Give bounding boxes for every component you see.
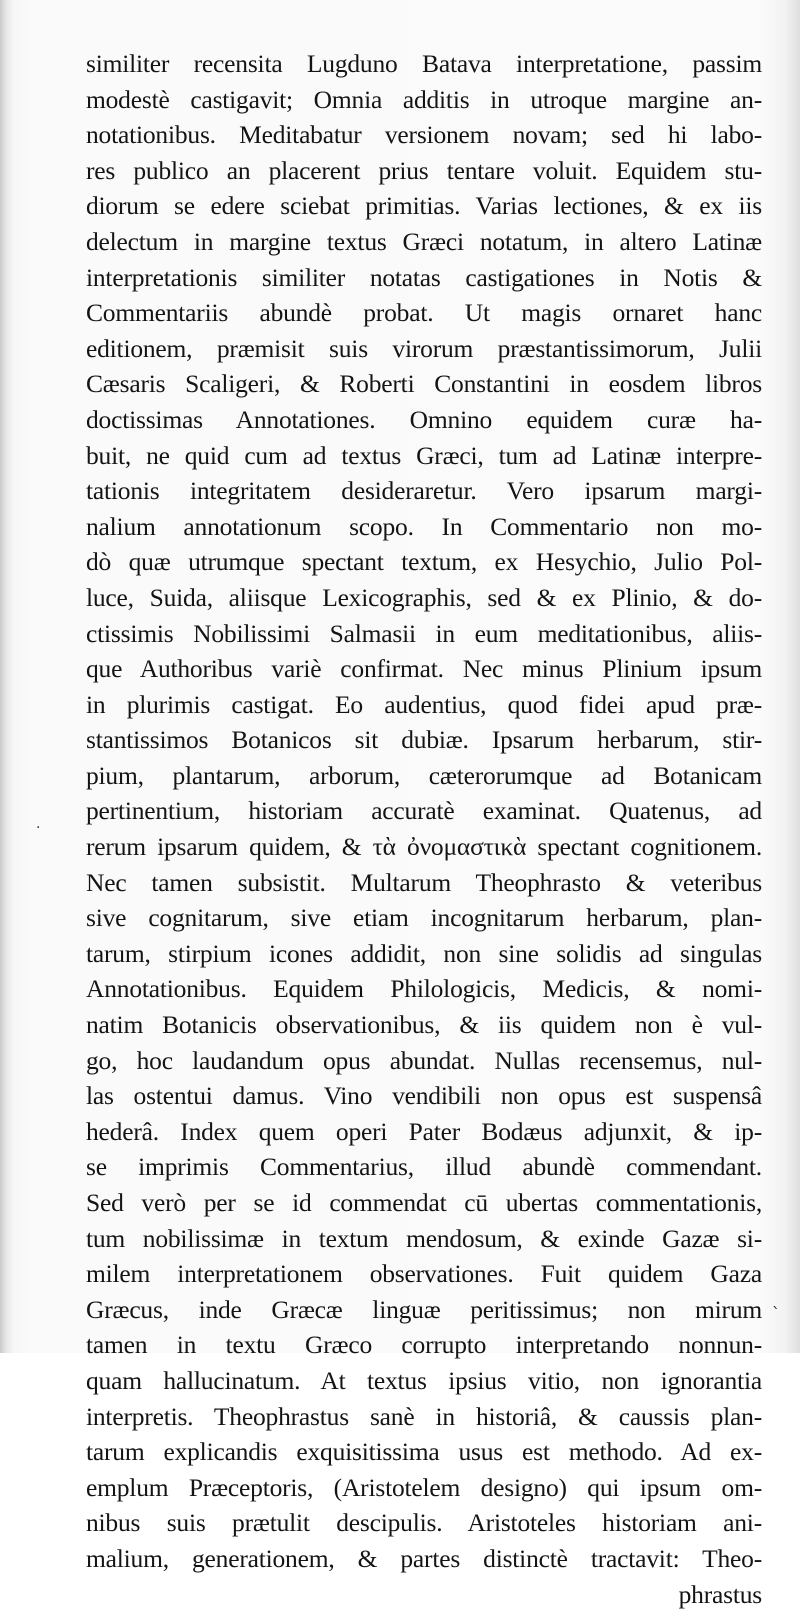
text-line: nalium annotationum scopo. In Commentario non mo- bbox=[86, 511, 762, 541]
text-line: delectum in margine textus Græci notatum, in altero Latinæ bbox=[86, 226, 762, 256]
text-line: notationibus. Meditabatur versionem novam; sed hi labo- bbox=[86, 120, 762, 150]
text-line: Sed verò per se id commendat cū ubertas commentationis, bbox=[86, 1188, 762, 1217]
text-line: diorum se edere sciebat primitias. Varias lectiones, & ex iis bbox=[86, 191, 762, 221]
text-line: quam hallucinatum. At textus ipsius vitio, non ignorantia bbox=[86, 1365, 762, 1395]
text-line: Annotationibus. Equidem Philologicis, Medicis, & nomi- bbox=[86, 974, 762, 1004]
text-line: pertinentium, historiam accuratè examinat. Quatenus, ad bbox=[86, 796, 762, 826]
text-line: Cæsaris Scaligeri, & Roberti Constantini in eosdem libros bbox=[86, 369, 762, 399]
text-line: se imprimis Commentarius, illud abundè commendant. bbox=[86, 1152, 762, 1182]
text-line: emplum Præceptoris, (Aristotelem designo) qui ipsum om- bbox=[86, 1472, 762, 1502]
catchword: phrastus bbox=[678, 1579, 762, 1609]
text-line: tarum, stirpium icones addidit, non sine solidis ad singulas bbox=[86, 938, 762, 968]
text-line: modestè castigavit; Omnia additis in utroque margine an- bbox=[86, 84, 762, 114]
text-line: Nec tamen subsistit. Multarum Theophrasto & veteribus bbox=[86, 867, 762, 897]
text-line: tarum explicandis exquisitissima usus est methodo. Ad ex- bbox=[86, 1437, 762, 1467]
text-line: que Authoribus variè confirmat. Nec minus Plinium ipsum bbox=[86, 654, 762, 684]
text-line: res publico an placerent prius tentare voluit. Equidem stu- bbox=[86, 155, 762, 185]
text-line: pium, plantarum, arborum, cæterorumque ad Botanicam bbox=[86, 760, 762, 790]
text-line: las ostentui damus. Vino vendibili non opus est suspensâ bbox=[86, 1081, 762, 1111]
text-line: natim Botanicis observationibus, & iis quidem non è vul- bbox=[86, 1010, 762, 1040]
text-line: ctissimis Nobilissimi Salmasii in eum meditationibus, aliis- bbox=[86, 618, 762, 648]
text-line: tum nobilissimæ in textum mendosum, & exinde Gazæ si- bbox=[86, 1223, 762, 1253]
text-line: luce, Suida, aliisque Lexicographis, sed & ex Plinio, & do- bbox=[86, 582, 762, 612]
text-line: stantissimos Botanicos sit dubiæ. Ipsarum herbarum, stir- bbox=[86, 725, 762, 755]
text-line: sive cognitarum, sive etiam incognitarum herbarum, plan- bbox=[86, 903, 762, 933]
text-line: malium, generationem, & partes distinctè tractavit: Theo- bbox=[86, 1543, 762, 1573]
text-line: nibus suis prætulit descipulis. Aristoteles historiam ani- bbox=[86, 1508, 762, 1538]
text-line: interpretis. Theophrastus sanè in historiâ, & caussis plan- bbox=[86, 1401, 762, 1431]
text-line: editionem, præmisit suis virorum præstantissimorum, Julii bbox=[86, 333, 762, 363]
text-line: tamen in textu Græco corrupto interpretando nonnun- bbox=[86, 1330, 762, 1360]
ink-speck-mark: ˎ bbox=[772, 1290, 780, 1309]
text-line: rerum ipsarum quidem, & τὰ ὀνομαστικὰ spectant cognitionem. bbox=[86, 832, 762, 862]
text-line: buit, ne quid cum ad textus Græci, tum ad Latinæ interpre- bbox=[86, 440, 762, 470]
text-line: similiter recensita Lugduno Batava interpretatione, passim bbox=[86, 49, 762, 78]
text-block bbox=[86, 46, 762, 1612]
text-line: dò quæ utrumque spectant textum, ex Hesychio, Julio Pol- bbox=[86, 547, 762, 577]
text-line: in plurimis castigat. Eo audentius, quod fidei apud præ- bbox=[86, 689, 762, 719]
text-line: tationis integritatem desideraretur. Vero ipsarum margi- bbox=[86, 476, 762, 506]
text-line: hederâ. Index quem operi Pater Bodæus adjunxit, & ip- bbox=[86, 1116, 762, 1146]
text-line: Commentariis abundè probat. Ut magis ornaret hanc bbox=[86, 298, 762, 328]
ink-speck-mark: · bbox=[36, 820, 41, 836]
text-line: doctissimas Annotationes. Omnino equidem curæ ha- bbox=[86, 404, 762, 434]
text-line: Græcus, inde Græcæ linguæ peritissimus; non mirum bbox=[86, 1294, 762, 1324]
text-line: go, hoc laudandum opus abundat. Nullas recensemus, nul- bbox=[86, 1045, 762, 1075]
text-line: interpretationis similiter notatas castigationes in Notis & bbox=[86, 262, 762, 292]
text-line: milem interpretationem observationes. Fuit quidem Gaza bbox=[86, 1259, 762, 1289]
